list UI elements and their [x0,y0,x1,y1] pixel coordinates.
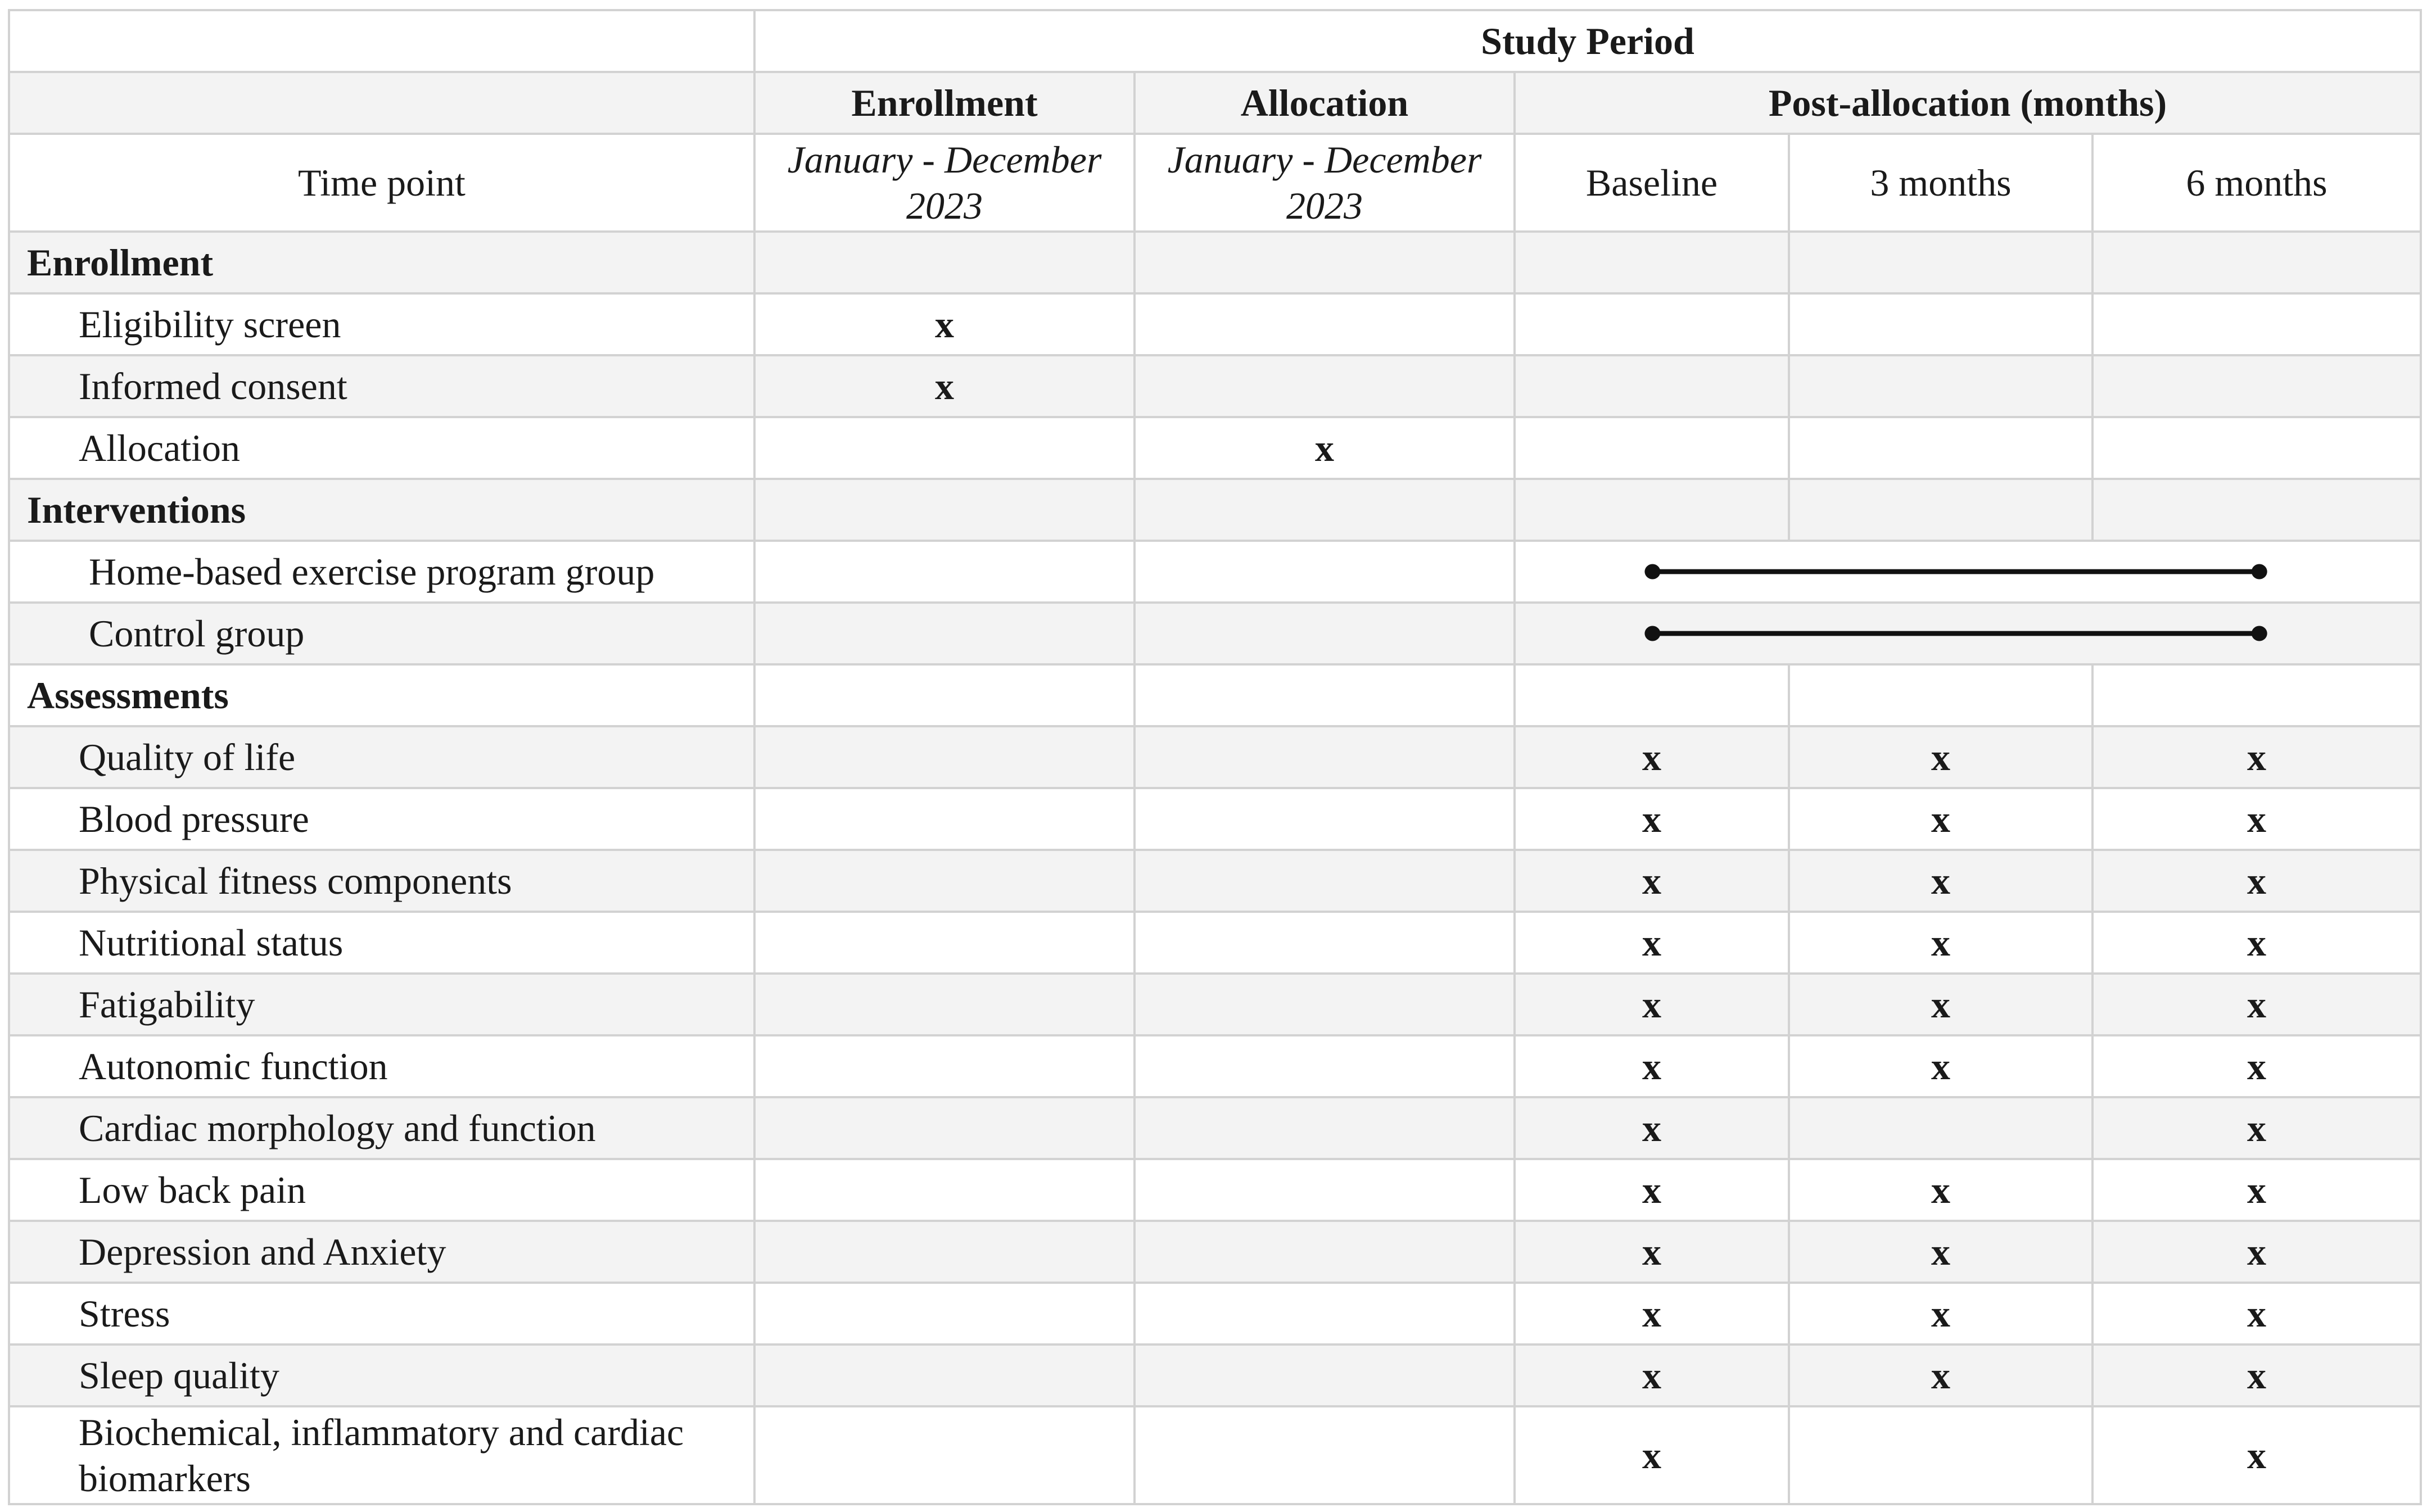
table-row [9,355,2421,417]
empty-cell [754,912,1135,974]
empty-cell [1135,726,1515,788]
mark-6-months: x [2092,1035,2421,1097]
row-label: Allocation [9,417,754,479]
mark-baseline: x [1515,1283,1789,1344]
empty-cell [754,1283,1135,1344]
empty-cell [754,1035,1135,1097]
mark-6-months: x [2092,1406,2421,1504]
row-label: Nutritional status [9,912,754,974]
empty-cell [1135,1097,1515,1159]
duration-start-dot [1644,626,1660,641]
mark-6-months: x [2092,1221,2421,1283]
empty-cell [1515,232,1789,293]
mark-enrollment: x [754,355,1135,417]
enrollment-period: January - December 2023 [754,134,1135,232]
row-label: Biochemical, inflammatory and cardiac biomarkers [9,1406,754,1504]
row-label: Cardiac morphology and function [9,1097,754,1159]
row-label: Depression and Anxiety [9,1221,754,1283]
mark-6-months: x [2092,1283,2421,1344]
mark-allocation [1135,355,1515,417]
mark-baseline: x [1515,850,1789,912]
table-row [9,1097,2421,1159]
empty-cell [1515,293,1789,355]
spirit-schedule-document [8,9,2420,1504]
section-label-enrollment: Enrollment [9,232,754,293]
allocation-period: January - December 2023 [1135,134,1515,232]
section-row-enrollment [9,232,2421,293]
empty-cell [2092,355,2421,417]
mark-enrollment: x [754,293,1135,355]
mark-3-months: x [1789,1344,2092,1406]
empty-cell [1789,293,2092,355]
empty-cell [754,1406,1135,1504]
mark-baseline: x [1515,1221,1789,1283]
empty-cell [754,850,1135,912]
mark-baseline: x [1515,1344,1789,1406]
mark-baseline: x [1515,974,1789,1035]
header-row-phases [9,72,2421,134]
empty-cell [754,974,1135,1035]
empty-cell [2092,664,2421,726]
table-row [9,603,2421,664]
mark-allocation: x [1135,417,1515,479]
empty-cell [1135,479,1515,541]
empty-cell [1789,479,2092,541]
row-label: Sleep quality [9,1344,754,1406]
mark-baseline: x [1515,1159,1789,1221]
empty-cell [1135,1283,1515,1344]
header-row-time-points [9,134,2421,232]
table-row [9,293,2421,355]
empty-cell [754,603,1135,664]
mark-3-months: x [1789,1159,2092,1221]
empty-cell [1135,850,1515,912]
empty-cell [754,664,1135,726]
section-row-interventions [9,479,2421,541]
section-row-assessments [9,664,2421,726]
empty-cell [1135,1221,1515,1283]
intervention-duration-bar [1516,604,2420,663]
mark-3-months: x [1789,1035,2092,1097]
mark-6-months: x [2092,726,2421,788]
row-label: Fatigability [9,974,754,1035]
header-corner-cell [9,10,754,72]
mark-3-months: x [1789,788,2092,850]
empty-cell [2092,417,2421,479]
table-row [9,1344,2421,1406]
empty-cell [754,1344,1135,1406]
empty-cell [754,788,1135,850]
section-label-interventions: Interventions [9,479,754,541]
row-label: Stress [9,1283,754,1344]
table-row [9,974,2421,1035]
mark-6-months: x [2092,912,2421,974]
mark-baseline: x [1515,1097,1789,1159]
mark-6-months: x [2092,1159,2421,1221]
spirit-schedule-table [8,9,2422,1505]
mark-baseline: x [1515,912,1789,974]
row-label: Home-based exercise program group [9,541,754,603]
post-allocation-heading: Post-allocation (months) [1515,72,2421,134]
mark-6-months: x [2092,788,2421,850]
empty-cell [1135,1344,1515,1406]
empty-cell [1789,417,2092,479]
row-label: Physical fitness components [9,850,754,912]
six-months-heading: 6 months [2092,134,2421,232]
table-row [9,1159,2421,1221]
empty-cell [1135,232,1515,293]
row-label: Informed consent [9,355,754,417]
duration-end-dot [2252,564,2267,580]
empty-cell [1789,232,2092,293]
table-row [9,417,2421,479]
mark-allocation [1135,293,1515,355]
mark-baseline: x [1515,1035,1789,1097]
mark-3-months: x [1789,912,2092,974]
empty-cell [1135,974,1515,1035]
empty-cell [1515,479,1789,541]
row-label: Control group [9,603,754,664]
empty-cell [754,726,1135,788]
baseline-heading: Baseline [1515,134,1789,232]
empty-cell [754,1097,1135,1159]
three-months-heading: 3 months [1789,134,2092,232]
table-row [9,912,2421,974]
mark-3-months: x [1789,1221,2092,1283]
table-row [9,788,2421,850]
mark-6-months: x [2092,1344,2421,1406]
empty-cell [1789,664,2092,726]
section-label-assessments: Assessments [9,664,754,726]
row-label: Low back pain [9,1159,754,1221]
row-label: Eligibility screen [9,293,754,355]
mark-baseline: x [1515,1406,1789,1504]
mark-3-months: x [1789,1283,2092,1344]
table-row [9,541,2421,603]
table-row [9,1406,2421,1504]
table-row [9,1283,2421,1344]
table-row [9,850,2421,912]
empty-cell [1135,664,1515,726]
empty-cell [754,1221,1135,1283]
empty-cell [754,1159,1135,1221]
duration-start-dot [1644,564,1660,580]
empty-cell [1135,1035,1515,1097]
empty-cell [1135,1159,1515,1221]
empty-cell [2092,479,2421,541]
intervention-duration-bar [1516,542,2420,601]
empty-cell [2092,293,2421,355]
mark-enrollment [754,417,1135,479]
empty-cell [754,541,1135,603]
allocation-phase-heading: Allocation [1135,72,1515,134]
empty-cell [1135,541,1515,603]
intervention-duration-cell [1515,603,2421,664]
mark-6-months: x [2092,850,2421,912]
mark-3-months: x [1789,850,2092,912]
mark-baseline: x [1515,788,1789,850]
table-row [9,726,2421,788]
mark-3-months [1789,1097,2092,1159]
empty-cell [1515,355,1789,417]
mark-baseline: x [1515,726,1789,788]
empty-cell [1135,788,1515,850]
mark-3-months [1789,1406,2092,1504]
intervention-duration-cell [1515,541,2421,603]
empty-cell [2092,232,2421,293]
mark-6-months: x [2092,1097,2421,1159]
table-row [9,1221,2421,1283]
empty-cell [1135,603,1515,664]
empty-cell [1515,417,1789,479]
empty-cell [1515,664,1789,726]
empty-cell [1135,912,1515,974]
empty-cell [1135,1406,1515,1504]
mark-6-months: x [2092,974,2421,1035]
study-period-heading: Study Period [754,10,2421,72]
empty-cell [754,232,1135,293]
duration-end-dot [2252,626,2267,641]
header-blank-cell [9,72,754,134]
row-label: Quality of life [9,726,754,788]
mark-3-months: x [1789,974,2092,1035]
enrollment-phase-heading: Enrollment [754,72,1135,134]
table-row [9,1035,2421,1097]
header-row-study-period [9,10,2421,72]
row-label: Autonomic function [9,1035,754,1097]
empty-cell [754,479,1135,541]
row-label: Blood pressure [9,788,754,850]
mark-3-months: x [1789,726,2092,788]
empty-cell [1789,355,2092,417]
time-point-label: Time point [9,134,754,232]
